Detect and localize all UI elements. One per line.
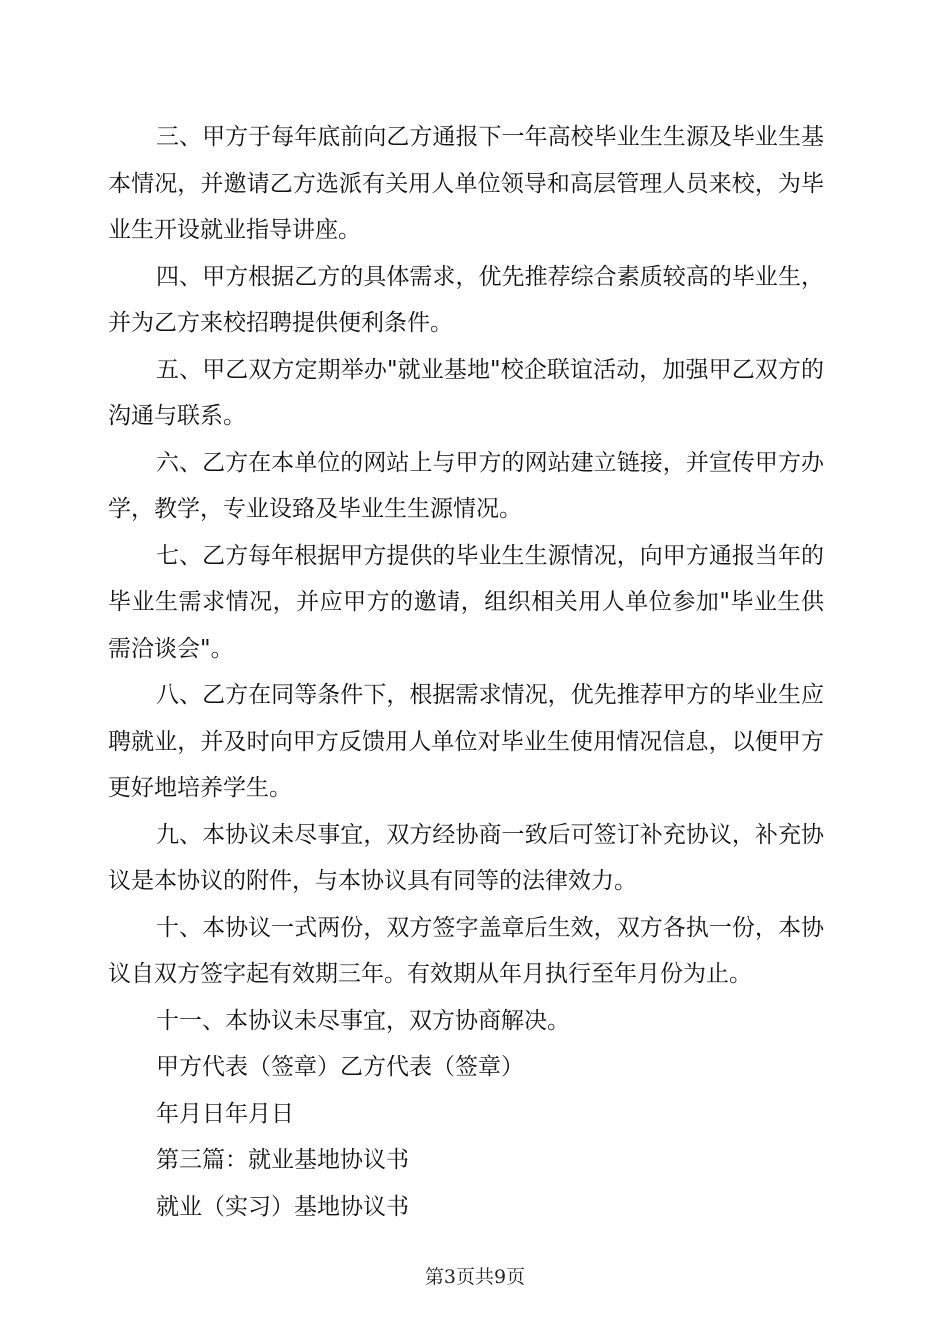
paragraph-4: 四、甲方根据乙方的具体需求，优先推荐综合素质较高的毕业生，并为乙方来校招聘提供便利条件。: [108, 263, 824, 336]
section-heading: 第三篇：就业基地协议书: [156, 1147, 409, 1173]
date-line: 年月日年月日: [156, 1100, 294, 1127]
paragraph-5: 五、甲乙双方定期举办"就业基地"校企联谊活动，加强甲乙双方的沟通与联系。: [108, 356, 824, 429]
signature-line: 甲方代表（签章）乙方代表（签章）: [156, 1054, 524, 1080]
paragraph-10: 十、本协议一式两份，双方签字盖章后生效，双方各执一份，本协议自双方签字起有效期三年。有效期从年月执行至年月份为止。: [108, 914, 824, 987]
paragraph-9: 九、本协议未尽事宜，双方经协商一致后可签订补充协议，补充协议是本协议的附件，与本协议具有同等的法律效力。: [108, 821, 824, 894]
paragraph-3: 三、甲方于每年底前向乙方通报下一年高校毕业生生源及毕业生基本情况，并邀请乙方选派有关用人单位领导和高层管理人员来校，为毕业生开设就业指导讲座。: [108, 124, 824, 243]
paragraph-11: 十一、本协议未尽事宜，双方协商解决。: [156, 1007, 570, 1034]
document-body: [108, 114, 824, 1230]
paragraph-6: 六、乙方在本单位的网站上与甲方的网站建立链接，并宣传甲方办学，教学，专业设臵及毕业生生源情况。: [108, 449, 824, 522]
paragraph-7: 七、乙方每年根据甲方提供的毕业生生源情况，向甲方通报当年的毕业生需求情况，并应甲方的邀请，组织相关用人单位参加"毕业生供需洽谈会"。: [108, 542, 824, 662]
paragraph-8: 八、乙方在同等条件下，根据需求情况，优先推荐甲方的毕业生应聘就业，并及时向甲方反馈用人单位对毕业生使用情况信息，以便甲方更好地培养学生。: [108, 682, 824, 801]
page-number-footer: 第3页共9页: [424, 1266, 526, 1288]
document-subtitle: 就业（实习）基地协议书: [156, 1193, 409, 1220]
